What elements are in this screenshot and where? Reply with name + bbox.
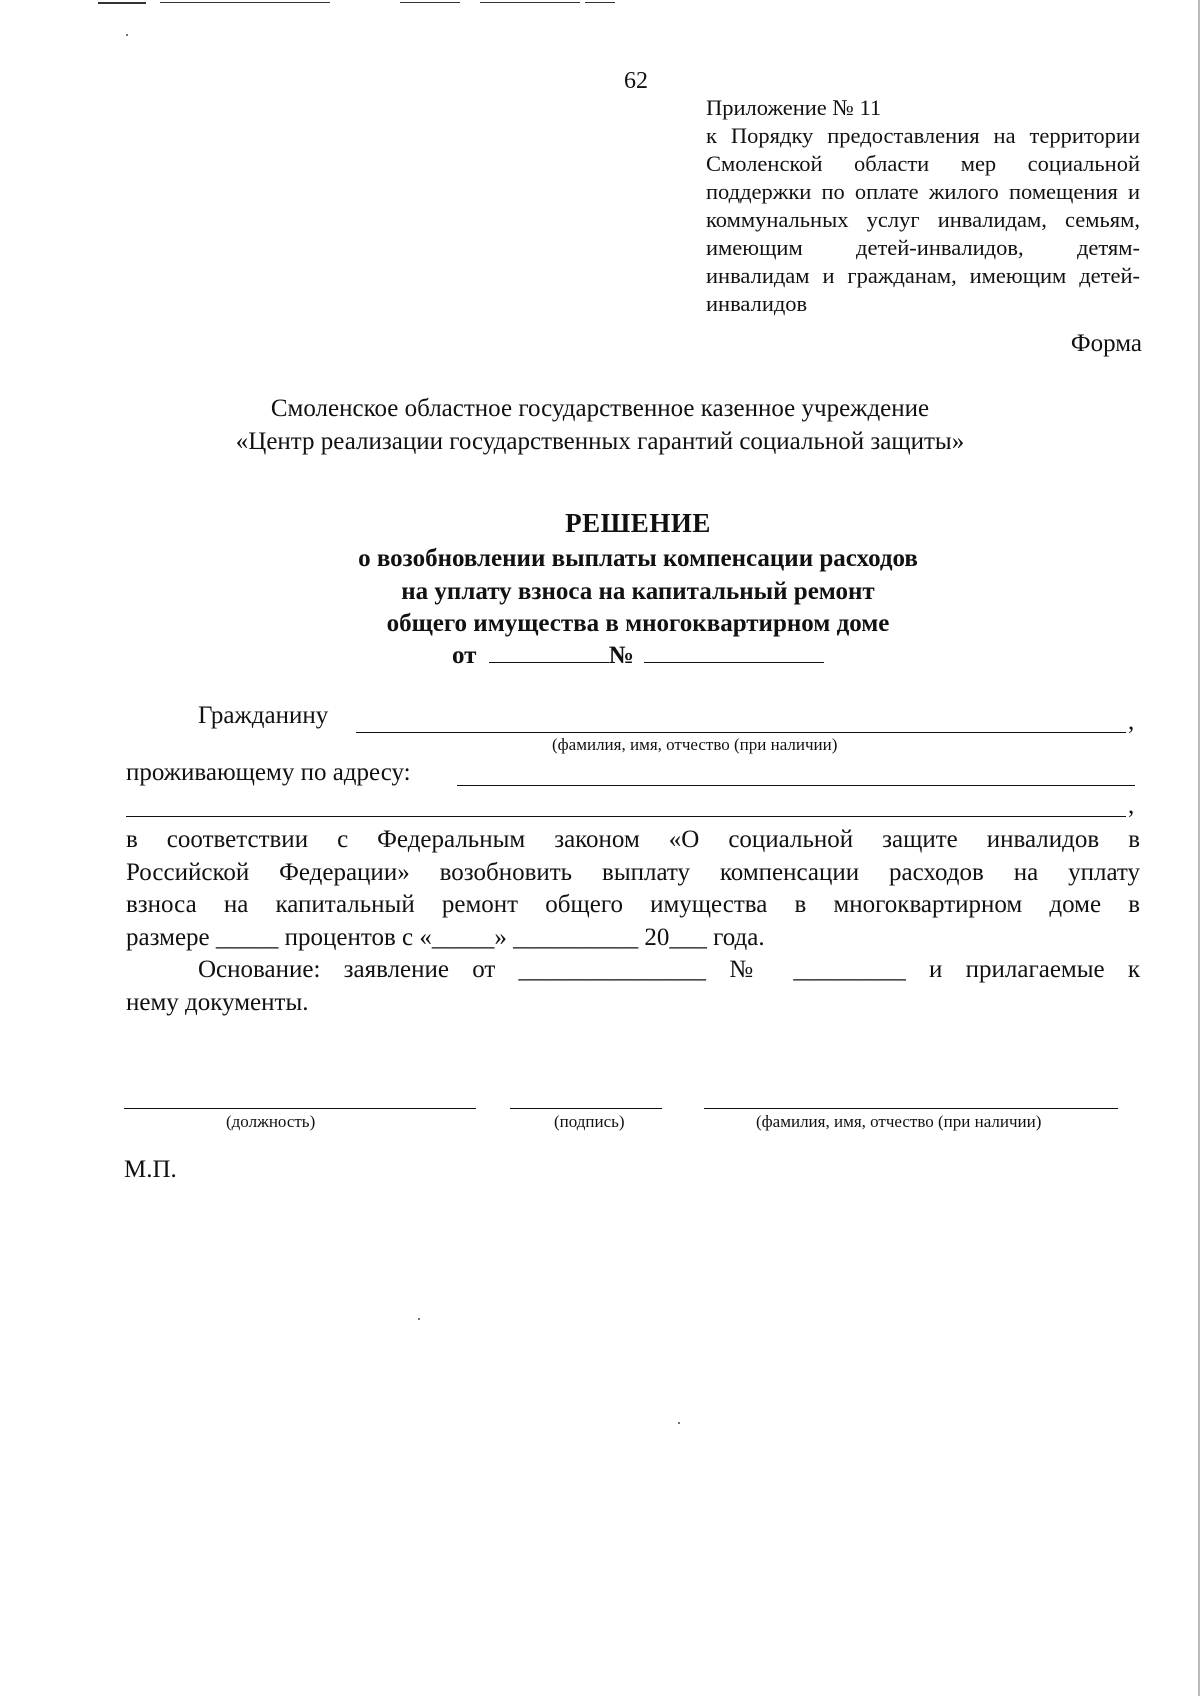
decision-date-field[interactable] — [489, 661, 609, 663]
appendix-text: к Порядку предоставления на территории Смоленской области мер социальной поддержки по оплате жилого помещения и коммунальных услуг инвалидам, семьям, имеющим детей-инвалидов, детям-инвалидам и гражданам, имеющим детей-инвалидов — [706, 123, 1140, 316]
form-label: Форма — [1070, 330, 1142, 357]
scan-artifact-line — [585, 2, 615, 3]
page-number: 62 — [624, 68, 648, 94]
address-field-line2[interactable] — [126, 816, 1126, 817]
basis-line: Основание: заявление от _______________ № _________ и прилагаемые к — [198, 956, 1140, 983]
position-caption: (должность) — [226, 1112, 316, 1131]
citizen-name-caption: (фамилия, имя, отчество (при наличии) — [552, 735, 838, 754]
scan-artifact-line — [98, 2, 146, 4]
signature-caption: (подпись) — [554, 1112, 625, 1131]
paragraph-line: Российской Федерации» возобновить выплату компенсации расходов на уплату — [126, 858, 1140, 886]
appendix-block — [706, 94, 1140, 318]
paragraph-line: взноса на капитальный ремонт общего имущества в многоквартирном доме в — [126, 891, 1140, 918]
date-label: от — [452, 642, 477, 669]
comma: , — [1128, 708, 1135, 735]
decision-title: РЕШЕНИЕ — [565, 508, 711, 538]
citizen-name-field[interactable] — [356, 732, 1126, 733]
number-label: № — [608, 642, 634, 669]
paragraph-line: нему документы. — [126, 988, 309, 1016]
stamp-label: М.П. — [124, 1156, 177, 1183]
citizen-label: Гражданину — [198, 702, 329, 729]
position-field[interactable] — [124, 1108, 476, 1109]
decision-number-row — [452, 642, 824, 670]
decision-subtitle-line2: на уплату взноса на капитальный ремонт — [401, 578, 875, 605]
signature-field[interactable] — [510, 1108, 662, 1109]
scan-artifact-line — [400, 2, 460, 3]
decision-paragraph — [126, 824, 1140, 1019]
organization-name-line1: Смоленское областное государственное казенное учреждение — [270, 395, 930, 422]
signatory-name-field[interactable] — [704, 1108, 1118, 1109]
scan-speck — [418, 1318, 420, 1320]
decision-subtitle-line3: общего имущества в многоквартирном доме — [386, 610, 890, 637]
appendix-title: Приложение № 11 — [706, 95, 882, 120]
signatory-name-caption: (фамилия, имя, отчество (при наличии) — [756, 1112, 1042, 1131]
decision-number-field[interactable] — [644, 661, 824, 663]
scan-speck — [678, 1422, 680, 1424]
comma: , — [1128, 792, 1135, 819]
address-field-line1[interactable] — [457, 785, 1135, 786]
paragraph-line: в соответствии с Федеральным законом «О социальной защите инвалидов в — [126, 826, 1140, 853]
paragraph-line: размере _____ процентов с «_____» __________ 20___ года. — [126, 923, 765, 951]
organization-name-line2: «Центр реализации государственных гарантий социальной защиты» — [235, 428, 965, 455]
address-label: проживающему по адресу: — [126, 759, 411, 786]
decision-subtitle-line1: о возобновлении выплаты компенсации расходов — [358, 545, 918, 572]
scan-speck — [126, 34, 128, 36]
scan-artifact-line — [480, 2, 580, 3]
scan-artifact-line — [160, 2, 330, 3]
